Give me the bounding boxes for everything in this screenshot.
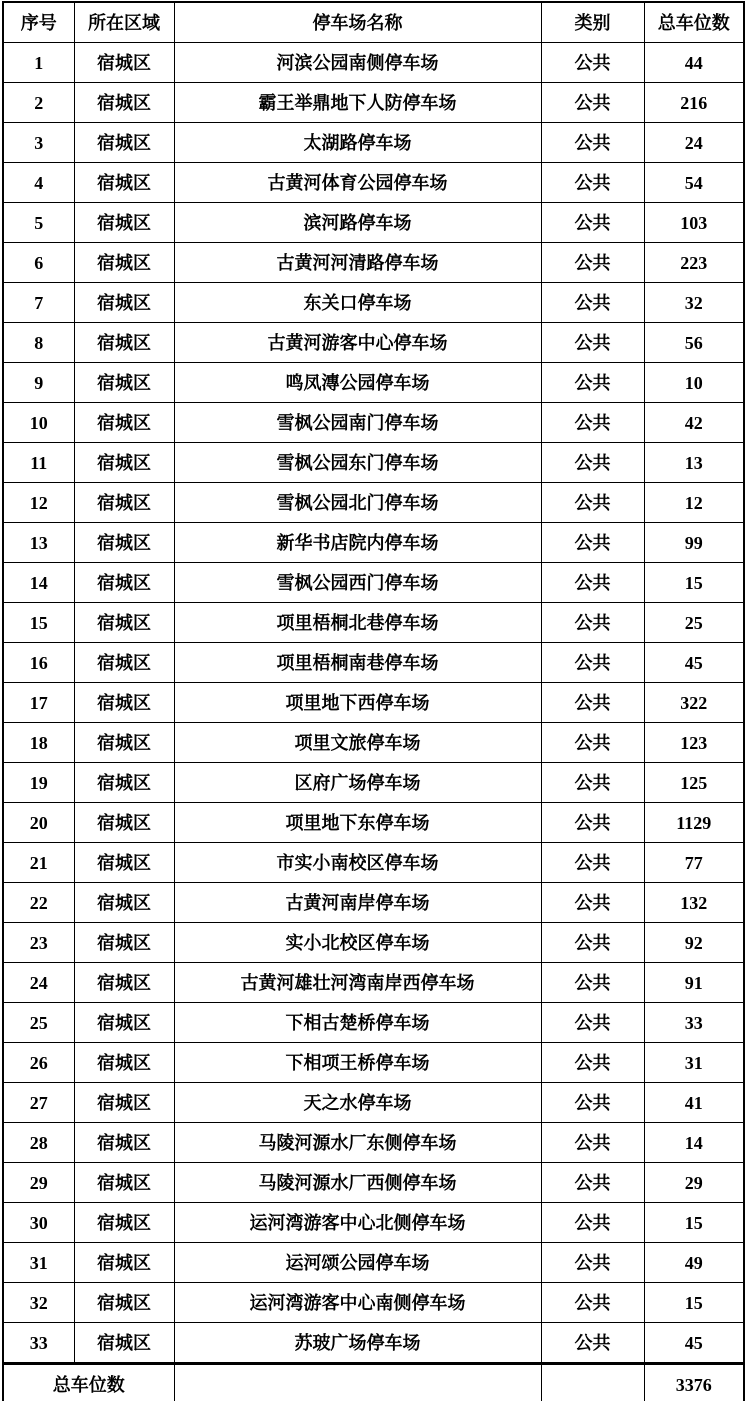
cell-name: 项里地下西停车场	[174, 683, 541, 723]
cell-category: 公共	[541, 363, 644, 403]
cell-name: 鸣凤漙公园停车场	[174, 363, 541, 403]
cell-name: 马陵河源水厂西侧停车场	[174, 1163, 541, 1203]
cell-no: 10	[3, 403, 74, 443]
table-row	[3, 243, 744, 283]
cell-spaces: 25	[644, 603, 744, 643]
cell-district: 宿城区	[74, 803, 174, 843]
cell-district: 宿城区	[74, 363, 174, 403]
cell-district: 宿城区	[74, 403, 174, 443]
table-row	[3, 43, 744, 83]
cell-spaces: 132	[644, 883, 744, 923]
parking-table	[2, 1, 745, 1401]
cell-district: 宿城区	[74, 923, 174, 963]
cell-district: 宿城区	[74, 483, 174, 523]
header-district: 所在区域	[74, 2, 174, 43]
table-row	[3, 1003, 744, 1043]
cell-spaces: 49	[644, 1243, 744, 1283]
cell-name: 项里文旅停车场	[174, 723, 541, 763]
table-row	[3, 1043, 744, 1083]
cell-spaces: 216	[644, 83, 744, 123]
table-row	[3, 643, 744, 683]
cell-category: 公共	[541, 483, 644, 523]
header-category: 类别	[541, 2, 644, 43]
cell-name: 雪枫公园西门停车场	[174, 563, 541, 603]
cell-category: 公共	[541, 403, 644, 443]
cell-district: 宿城区	[74, 443, 174, 483]
cell-category: 公共	[541, 923, 644, 963]
cell-category: 公共	[541, 563, 644, 603]
cell-name: 雪枫公园南门停车场	[174, 403, 541, 443]
cell-spaces: 14	[644, 1123, 744, 1163]
cell-category: 公共	[541, 963, 644, 1003]
cell-district: 宿城区	[74, 83, 174, 123]
table-header	[3, 2, 744, 43]
cell-district: 宿城区	[74, 963, 174, 1003]
cell-category: 公共	[541, 83, 644, 123]
table-row	[3, 963, 744, 1003]
cell-spaces: 45	[644, 1323, 744, 1364]
cell-district: 宿城区	[74, 1043, 174, 1083]
cell-no: 31	[3, 1243, 74, 1283]
cell-spaces: 32	[644, 283, 744, 323]
cell-name: 实小北校区停车场	[174, 923, 541, 963]
cell-no: 5	[3, 203, 74, 243]
total-name-empty-cell	[174, 1364, 541, 1401]
cell-category: 公共	[541, 683, 644, 723]
cell-name: 太湖路停车场	[174, 123, 541, 163]
total-category-empty-cell	[541, 1364, 644, 1401]
cell-name: 市实小南校区停车场	[174, 843, 541, 883]
table-row	[3, 523, 744, 563]
cell-spaces: 223	[644, 243, 744, 283]
table-row	[3, 163, 744, 203]
cell-spaces: 41	[644, 1083, 744, 1123]
cell-no: 32	[3, 1283, 74, 1323]
table-row	[3, 723, 744, 763]
table-row	[3, 683, 744, 723]
cell-category: 公共	[541, 203, 644, 243]
cell-name: 区府广场停车场	[174, 763, 541, 803]
cell-name: 运河湾游客中心南侧停车场	[174, 1283, 541, 1323]
cell-district: 宿城区	[74, 243, 174, 283]
cell-spaces: 10	[644, 363, 744, 403]
cell-district: 宿城区	[74, 643, 174, 683]
table-row	[3, 1243, 744, 1283]
table-row	[3, 1283, 744, 1323]
cell-name: 东关口停车场	[174, 283, 541, 323]
cell-no: 27	[3, 1083, 74, 1123]
cell-name: 马陵河源水厂东侧停车场	[174, 1123, 541, 1163]
table-footer	[3, 1364, 744, 1401]
header-no: 序号	[3, 2, 74, 43]
cell-category: 公共	[541, 123, 644, 163]
table-row	[3, 403, 744, 443]
cell-no: 23	[3, 923, 74, 963]
cell-name: 天之水停车场	[174, 1083, 541, 1123]
table-row	[3, 83, 744, 123]
cell-spaces: 92	[644, 923, 744, 963]
cell-category: 公共	[541, 1083, 644, 1123]
cell-spaces: 91	[644, 963, 744, 1003]
cell-name: 运河颂公园停车场	[174, 1243, 541, 1283]
cell-district: 宿城区	[74, 323, 174, 363]
cell-category: 公共	[541, 323, 644, 363]
cell-spaces: 45	[644, 643, 744, 683]
cell-district: 宿城区	[74, 283, 174, 323]
cell-name: 古黄河游客中心停车场	[174, 323, 541, 363]
table-row	[3, 1083, 744, 1123]
cell-no: 25	[3, 1003, 74, 1043]
cell-category: 公共	[541, 1283, 644, 1323]
cell-category: 公共	[541, 1243, 644, 1283]
cell-name: 苏玻广场停车场	[174, 1323, 541, 1364]
cell-name: 运河湾游客中心北侧停车场	[174, 1203, 541, 1243]
table-row	[3, 283, 744, 323]
cell-category: 公共	[541, 883, 644, 923]
cell-district: 宿城区	[74, 163, 174, 203]
cell-no: 14	[3, 563, 74, 603]
total-value: 3376	[644, 1364, 744, 1401]
cell-district: 宿城区	[74, 883, 174, 923]
cell-category: 公共	[541, 443, 644, 483]
cell-no: 13	[3, 523, 74, 563]
cell-name: 下相项王桥停车场	[174, 1043, 541, 1083]
cell-district: 宿城区	[74, 523, 174, 563]
table-row	[3, 1203, 744, 1243]
cell-category: 公共	[541, 43, 644, 83]
cell-spaces: 77	[644, 843, 744, 883]
cell-district: 宿城区	[74, 1243, 174, 1283]
cell-no: 15	[3, 603, 74, 643]
cell-name: 项里地下东停车场	[174, 803, 541, 843]
cell-district: 宿城区	[74, 203, 174, 243]
cell-spaces: 42	[644, 403, 744, 443]
header-row	[3, 2, 744, 43]
cell-name: 滨河路停车场	[174, 203, 541, 243]
table-body	[3, 43, 744, 1364]
cell-district: 宿城区	[74, 1323, 174, 1364]
cell-category: 公共	[541, 163, 644, 203]
cell-name: 下相古楚桥停车场	[174, 1003, 541, 1043]
cell-category: 公共	[541, 1163, 644, 1203]
cell-no: 24	[3, 963, 74, 1003]
cell-category: 公共	[541, 1123, 644, 1163]
cell-district: 宿城区	[74, 43, 174, 83]
cell-category: 公共	[541, 243, 644, 283]
table-row	[3, 923, 744, 963]
cell-name: 古黄河河清路停车场	[174, 243, 541, 283]
table-row	[3, 483, 744, 523]
cell-spaces: 13	[644, 443, 744, 483]
cell-category: 公共	[541, 723, 644, 763]
table-row	[3, 563, 744, 603]
cell-no: 8	[3, 323, 74, 363]
cell-district: 宿城区	[74, 843, 174, 883]
cell-category: 公共	[541, 1203, 644, 1243]
header-name: 停车场名称	[174, 2, 541, 43]
cell-spaces: 15	[644, 1203, 744, 1243]
cell-spaces: 44	[644, 43, 744, 83]
cell-no: 26	[3, 1043, 74, 1083]
table-row	[3, 1163, 744, 1203]
table-row	[3, 1123, 744, 1163]
table-row	[3, 443, 744, 483]
cell-no: 21	[3, 843, 74, 883]
cell-spaces: 103	[644, 203, 744, 243]
cell-category: 公共	[541, 283, 644, 323]
cell-name: 项里梧桐南巷停车场	[174, 643, 541, 683]
cell-no: 11	[3, 443, 74, 483]
cell-spaces: 24	[644, 123, 744, 163]
table-row	[3, 603, 744, 643]
cell-district: 宿城区	[74, 1083, 174, 1123]
cell-name: 雪枫公园东门停车场	[174, 443, 541, 483]
cell-spaces: 322	[644, 683, 744, 723]
cell-category: 公共	[541, 1003, 644, 1043]
cell-district: 宿城区	[74, 1123, 174, 1163]
table-row	[3, 363, 744, 403]
cell-category: 公共	[541, 643, 644, 683]
cell-district: 宿城区	[74, 123, 174, 163]
cell-no: 33	[3, 1323, 74, 1364]
cell-no: 22	[3, 883, 74, 923]
table-row	[3, 203, 744, 243]
cell-district: 宿城区	[74, 1163, 174, 1203]
cell-district: 宿城区	[74, 683, 174, 723]
cell-category: 公共	[541, 843, 644, 883]
cell-no: 7	[3, 283, 74, 323]
cell-category: 公共	[541, 523, 644, 563]
cell-district: 宿城区	[74, 1203, 174, 1243]
cell-spaces: 1129	[644, 803, 744, 843]
cell-name: 新华书店院内停车场	[174, 523, 541, 563]
page	[0, 1, 745, 1401]
cell-category: 公共	[541, 603, 644, 643]
cell-spaces: 54	[644, 163, 744, 203]
cell-spaces: 15	[644, 1283, 744, 1323]
cell-no: 6	[3, 243, 74, 283]
table-row	[3, 123, 744, 163]
cell-name: 项里梧桐北巷停车场	[174, 603, 541, 643]
cell-no: 28	[3, 1123, 74, 1163]
total-row	[3, 1364, 744, 1401]
cell-no: 18	[3, 723, 74, 763]
cell-district: 宿城区	[74, 723, 174, 763]
table-row	[3, 843, 744, 883]
cell-no: 4	[3, 163, 74, 203]
cell-category: 公共	[541, 803, 644, 843]
cell-spaces: 31	[644, 1043, 744, 1083]
cell-district: 宿城区	[74, 1283, 174, 1323]
cell-spaces: 123	[644, 723, 744, 763]
cell-name: 霸王举鼎地下人防停车场	[174, 83, 541, 123]
cell-name: 古黄河雄壮河湾南岸西停车场	[174, 963, 541, 1003]
cell-spaces: 99	[644, 523, 744, 563]
table-row	[3, 883, 744, 923]
table-row	[3, 763, 744, 803]
cell-category: 公共	[541, 1043, 644, 1083]
cell-spaces: 125	[644, 763, 744, 803]
cell-no: 29	[3, 1163, 74, 1203]
table-row	[3, 323, 744, 363]
cell-no: 2	[3, 83, 74, 123]
cell-district: 宿城区	[74, 763, 174, 803]
cell-no: 12	[3, 483, 74, 523]
cell-district: 宿城区	[74, 1003, 174, 1043]
table-row	[3, 803, 744, 843]
cell-name: 河滨公园南侧停车场	[174, 43, 541, 83]
total-label: 总车位数	[3, 1364, 174, 1401]
cell-name: 古黄河体育公园停车场	[174, 163, 541, 203]
cell-spaces: 15	[644, 563, 744, 603]
cell-spaces: 29	[644, 1163, 744, 1203]
cell-district: 宿城区	[74, 603, 174, 643]
cell-no: 16	[3, 643, 74, 683]
cell-name: 古黄河南岸停车场	[174, 883, 541, 923]
cell-category: 公共	[541, 1323, 644, 1364]
cell-spaces: 33	[644, 1003, 744, 1043]
cell-spaces: 12	[644, 483, 744, 523]
cell-name: 雪枫公园北门停车场	[174, 483, 541, 523]
cell-no: 30	[3, 1203, 74, 1243]
cell-district: 宿城区	[74, 563, 174, 603]
cell-category: 公共	[541, 763, 644, 803]
cell-no: 20	[3, 803, 74, 843]
cell-spaces: 56	[644, 323, 744, 363]
cell-no: 1	[3, 43, 74, 83]
cell-no: 19	[3, 763, 74, 803]
table-row	[3, 1323, 744, 1364]
header-spaces: 总车位数	[644, 2, 744, 43]
cell-no: 9	[3, 363, 74, 403]
cell-no: 17	[3, 683, 74, 723]
cell-no: 3	[3, 123, 74, 163]
